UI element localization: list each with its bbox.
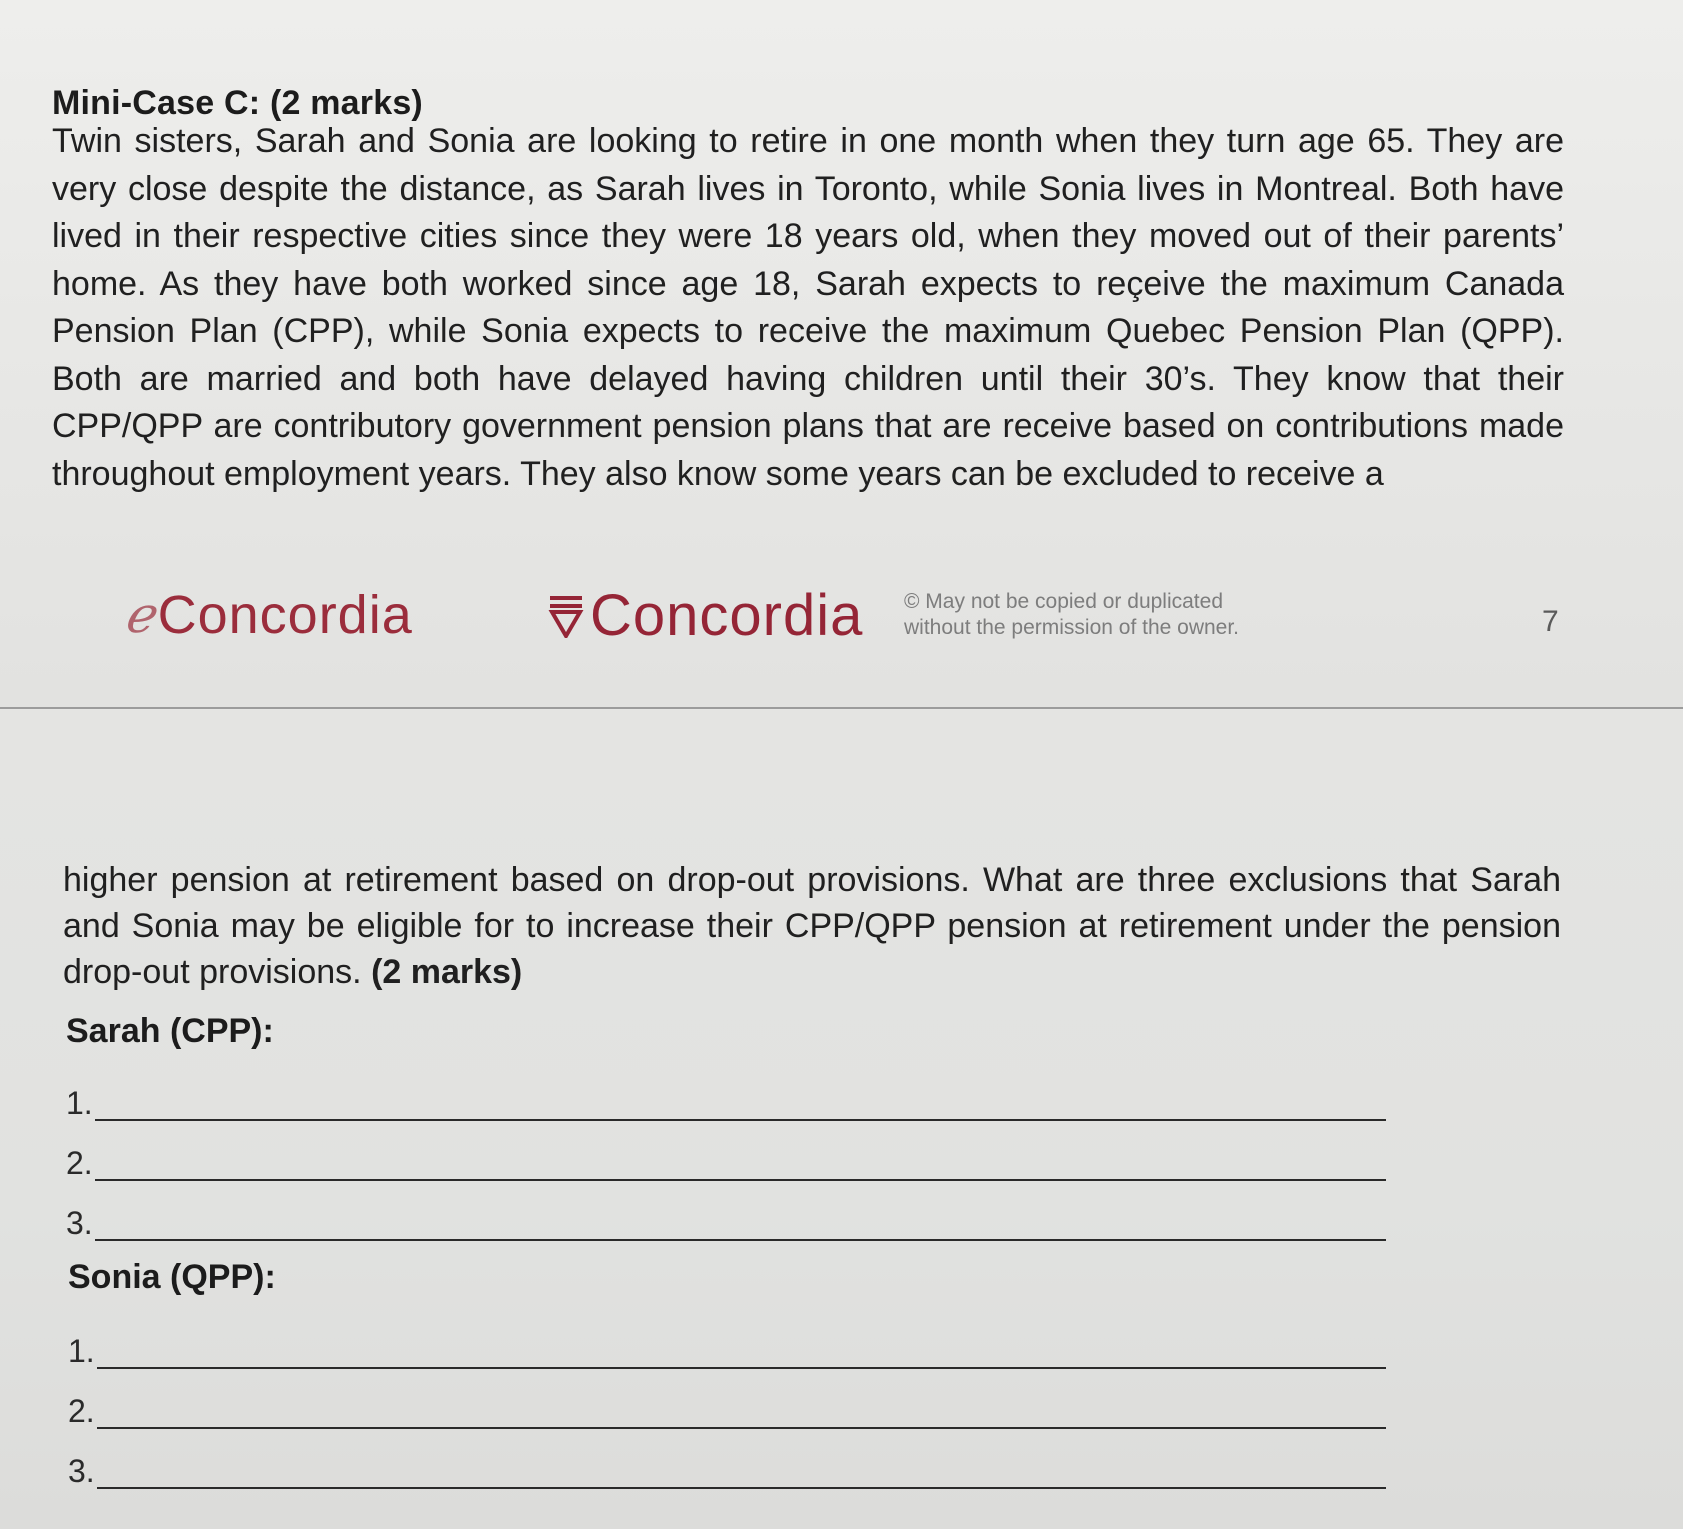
answer-blank[interactable]: [95, 1205, 1386, 1241]
concordia-logo: [548, 582, 864, 648]
sarah-answer-3[interactable]: [66, 1197, 1386, 1241]
econcordia-logo: [124, 585, 413, 645]
answer-number: 2.: [66, 1145, 93, 1181]
sonia-qpp-label: Sonia (QPP):: [68, 1258, 276, 1296]
answer-number: 3.: [68, 1453, 95, 1489]
concordia-logo-text: Concordia: [590, 582, 864, 648]
copyright-notice: [904, 589, 1239, 641]
answer-number: 1.: [66, 1085, 93, 1121]
page-number: 7: [1542, 605, 1559, 638]
mini-case-heading: Mini-Case C: (2 marks): [52, 84, 423, 122]
question-text: higher pension at retirement based on drop-out provisions. What are three exclusions that Sarah and Sonia may be eligible for to increase their CPP/QPP pension at retirement under the pension drop-out provisions.: [63, 861, 1561, 991]
econcordia-logo-text: Concordia: [157, 585, 413, 645]
e-mark-icon: ℯ: [124, 587, 154, 643]
sonia-answer-2[interactable]: [68, 1385, 1386, 1429]
case-paragraph-bottom: [63, 857, 1561, 995]
answer-blank[interactable]: [95, 1085, 1386, 1121]
copyright-line-1: © May not be copied or duplicated: [904, 590, 1223, 613]
page-divider: [0, 707, 1683, 709]
answer-blank[interactable]: [95, 1145, 1386, 1181]
answer-number: 1.: [68, 1333, 95, 1369]
sonia-answer-3[interactable]: [68, 1445, 1386, 1489]
answer-blank[interactable]: [97, 1453, 1386, 1489]
sonia-answer-1[interactable]: [68, 1325, 1386, 1369]
copyright-line-2: without the permission of the owner.: [904, 616, 1240, 639]
sarah-answer-1[interactable]: [66, 1077, 1386, 1121]
concordia-shield-icon: [548, 592, 584, 638]
sarah-answer-2[interactable]: [66, 1137, 1386, 1181]
answer-number: 2.: [68, 1393, 95, 1429]
question-marks: (2 marks): [371, 953, 523, 991]
case-paragraph-top: Twin sisters, Sarah and Sonia are looking to retire in one month when they turn age 65. They are very close despite the distance, as Sarah lives in Toronto, while Sonia lives in Montreal. Both have lived in their respective cities since they were 18 years old, when they moved out of their parents’ home. As they have both worked since age 18, Sarah expects to reçeive the maximum Canada Pension Plan (CPP), while Sonia expects to receive the maximum Quebec Pension Plan (QPP). Both are married and both have delayed having children until their 30’s. They know that their CPP/QPP are contributory government pension plans that are receive based on contributions made throughout employment years. They also know some years can be excluded to receive a: [52, 122, 1564, 493]
answer-number: 3.: [66, 1205, 93, 1241]
sarah-cpp-label: Sarah (CPP):: [66, 1012, 274, 1050]
answer-blank[interactable]: [97, 1393, 1386, 1429]
answer-blank[interactable]: [97, 1333, 1386, 1369]
page-footer: [0, 582, 1683, 655]
